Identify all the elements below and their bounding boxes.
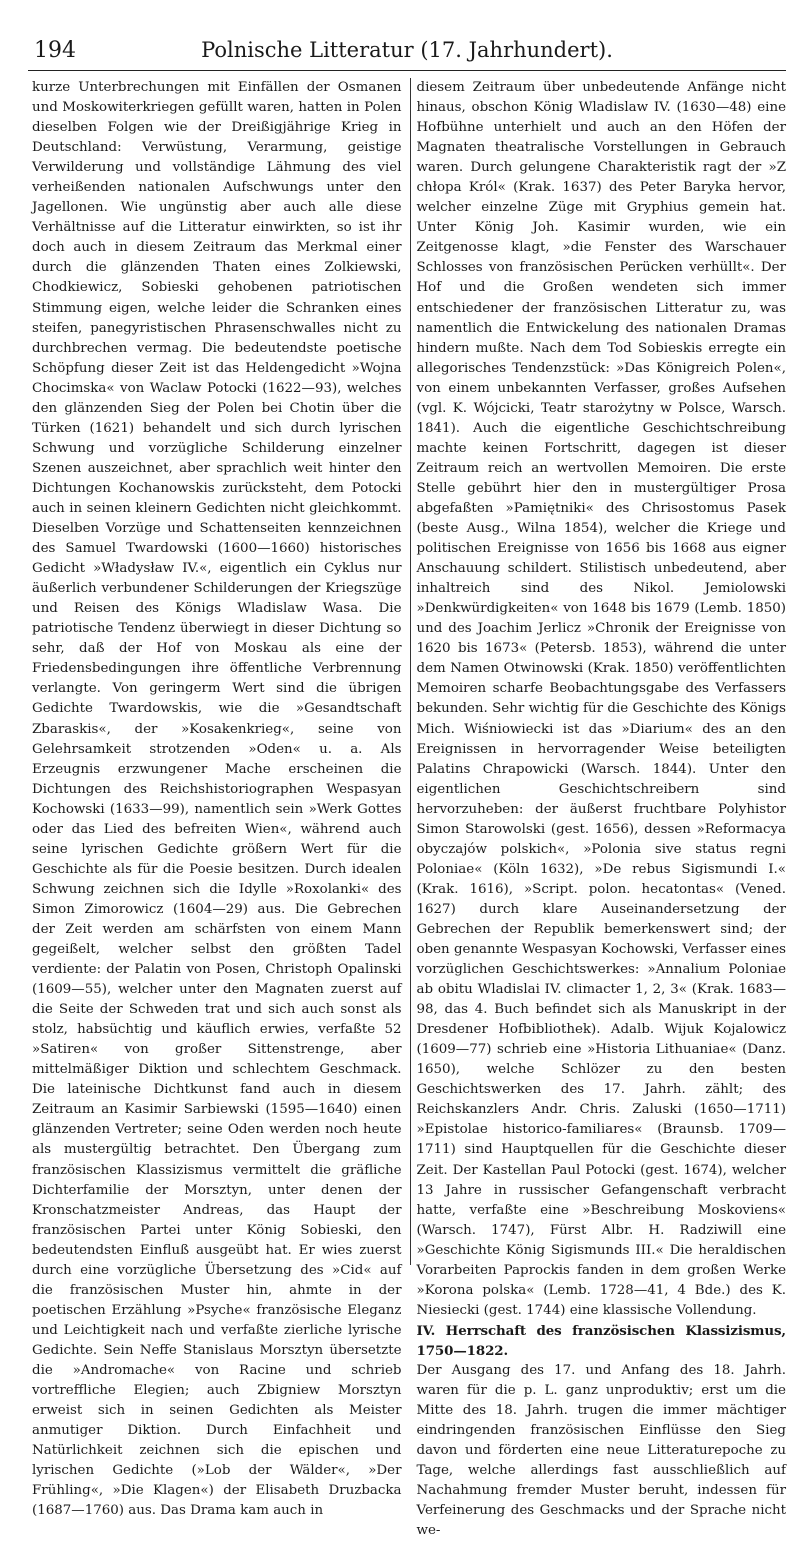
- running-title: Polnische Litteratur (17. Jahrhundert).: [201, 38, 613, 62]
- page-number: 194: [34, 38, 76, 63]
- section-heading: IV. Herrschaft des französischen Klassizismus, 1750—1822.: [416, 1322, 786, 1359]
- page-header: [28, 30, 786, 71]
- section-paragraph: Der Ausgang des 17. und Anfang des 18. Jahrh. waren für die p. L. ganz unproduktiv; erst um die Mitte des 18. Jahrh. trugen die immer mächtiger eindringenden französischen Einflüsse den Sieg davon und förderten eine neue Litteraturepoche zu Tage, welche allerdings fast ausschließlich auf Nachahmung fremder Muster beruht, indessen für Verfeinerung des Geschmacks und der Sprache nicht we-: [416, 1363, 786, 1539]
- column-divider: [410, 78, 411, 1265]
- right-column: [416, 78, 787, 1539]
- text-columns: [32, 78, 786, 1539]
- left-column-paragraph: kurze Unterbrechungen mit Einfällen der Osmanen und Moskowiterkriegen gefüllt waren, hatten in Polen dieselben Folgen wie der Dreißigjährige Krieg in Deutschland: Verwüstung, Verarmung, geistige Verwilderung und vollständige Lähmung des viel verheißenden nationalen Aufschwungs unter den Jagellonen. Wie ungünstig aber auch alle diese Verhältnisse auf die Litteratur einwirkten, so ist ihr doch auch in diesem Zeitraum das Merkmal einer durch die glänzenden Thaten eines Zolkiewski, Chodkiewicz, Sobieski gehobenen patriotischen Stimmung eigen, welche leider die Schranken eines steifen, panegyristischen Phrasenschwalles nicht zu durchbrechen vermag. Die bedeutendste poetische Schöpfung dieser Zeit ist das Heldengedicht »Wojna Chocimska« von Waclaw Potocki (1622—93), welches den glänzenden Sieg der Polen bei Chotin über die Türken (1621) behandelt und sich durch lyrischen Schwung und vorzügliche Schilderung einzelner Szenen auszeichnet, aber sprachlich weit hinter den Dichtungen Kochanowskis zurücksteht, dem Potocki auch in seinen kleinern Gedichten nicht gleichkommt. Dieselben Vorzüge und Schattenseiten kennzeichnen des Samuel Twardowski (1600—1660) historisches Gedicht »Władysław IV.«, eigentlich ein Cyklus nur äußerlich verbundener Schilderungen der Kriegszüge und Reisen des Königs Wladislaw Wasa. Die patriotische Tendenz überwiegt in dieser Dichtung so sehr, daß der Hof von Moskau als eine der Friedensbedingungen ihre öffentliche Verbrennung verlangte. Von geringerm Wert sind die übrigen Gedichte Twardowskis, wie die »Gesandtschaft Zbaraskis«, der »Kosakenkrieg«, seine von Gelehrsamkeit strotzenden »Oden« u. a. Als Erzeugnis erzwungener Mache erscheinen die Dichtungen des Reichshistoriographen Wespasyan Kochowski (1633—99), namentlich sein »Werk Gottes oder das Lied des befreiten Wien«, während auch seine lyrischen Gedichte größern Wert für die Geschichte als für die Poesie besitzen. Durch idealen Schwung zeichnen sich die Idylle »Roxolanki« des Simon Zimorowicz (1604—29) aus. Die Gebrechen der Zeit werden am schärfsten von einem Mann gegeißelt, welcher selbst den größten Tadel verdiente: der Palatin von Posen, Christoph Opalinski (1609—55), welcher unter den Magnaten zuerst auf die Seite der Schweden trat und sich auch sonst als stolz, habsüchtig und käuflich erwies, verfaßte 52 »Satiren« von großer Sittenstrenge, aber mittelmäßiger Diktion und schlechtem Geschmack. Die lateinische Dichtkunst fand auch in diesem Zeitraum an Kasimir Sarbiewski (1595—1640) einen glänzenden Vertreter; seine Oden werden noch heute als mustergültig betrachtet. Den Übergang zum französischen Klassizismus vermittelt die gräfliche Dichterfamilie der Morsztyn, unter denen der Kronschatzmeister Andreas, das Haupt der französischen Partei unter König Sobieski, den bedeutendsten Einfluß ausgeübt hat. Er wies zuerst durch eine vorzügliche Übersetzung des »Cid« auf die französischen Muster hin, ahmte in der poetischen Erzählung »Psyche« französische Eleganz und Leichtigkeit nach und verfaßte zierliche lyrische Gedichte. Sein Neffe Stanislaus Morsztyn übersetzte die »Andromache« von Racine und schrieb vortreffliche Elegien; auch Zbigniew Morsztyn erweist sich in seinen Gedichten als Meister anmutiger Diktion. Durch Einfachheit und Natürlichkeit zeichnen sich die epischen und lyrischen Gedichte (»Lob der Wälder«, »Der Frühling«, »Die Klagen«) der Elisabeth Druzbacka (1687—1760) aus. Das Drama kam auch in: [32, 80, 402, 1519]
- right-column-paragraph: diesem Zeitraum über unbedeutende Anfänge nicht hinaus, obschon König Wladislaw IV. (1630—48) eine Hofbühne unterhielt und auch an den Höfen der Magnaten theatralische Vorstellungen in Gebrauch waren. Durch gelungene Charakteristik ragt der »Z chłopa Król« (Krak. 1637) des Peter Baryka hervor, welcher einzelne Züge mit Gryphius gemein hat. Unter König Joh. Kasimir wurden, wie ein Zeitgenosse klagt, »die Fenster des Warschauer Schlosses von französischen Perücken verhüllt«. Der Hof und die Großen wendeten sich immer entschiedener der französischen Litteratur zu, was namentlich die Entwickelung des nationalen Dramas hindern mußte. Nach dem Tod Sobieskis erregte ein allegorisches Tendenzstück: »Das Königreich Polen«, von einem unbekannten Verfasser, großes Aufsehen (vgl. K. Wójcicki, Teatr starożytny w Polsce, Warsch. 1841). Auch die eigentliche Geschichtschreibung machte keinen Fortschritt, dagegen ist dieser Zeitraum reich an wertvollen Memoiren. Die erste Stelle gebührt hier den in mustergültiger Prosa abgefaßten »Pamiętniki« des Chrisostomus Pasek (beste Ausg., Wilna 1854), welcher die Kriege und politischen Ereignisse von 1656 bis 1668 aus eigner Anschauung schildert. Stilistisch unbedeutend, aber inhaltreich sind des Nikol. Jemiolowski »Denkwürdigkeiten« von 1648 bis 1679 (Lemb. 1850) und des Joachim Jerlicz »Chronik der Ereignisse von 1620 bis 1673« (Petersb. 1853), während die unter dem Namen Otwinowski (Krak. 1850) veröffentlichten Memoiren scharfe Beobachtungsgabe des Verfassers bekunden. Sehr wichtig für die Geschichte des Königs Mich. Wiśniowiecki ist das »Diarium« des an den Ereignissen in hervorragender Weise beteiligten Palatins Chrapowicki (Warsch. 1844). Unter den eigentlichen Geschichtschreibern sind hervorzuheben: der äußerst fruchtbare Polyhistor Simon Starowolski (gest. 1656), dessen »Reformacya obyczajów polskich«, »Polonia sive status regni Poloniae« (Köln 1632), »De rebus Sigismundi I.« (Krak. 1616), »Script. polon. hecatontas« (Vened. 1627) durch klare Auseinandersetzung der Gebrechen der Republik bemerkenswert sind; der oben genannte Wespasyan Kochowski, Verfasser eines vorzüglichen Geschichtswerkes: »Annalium Poloniae ab obitu Wladislai IV. climacter 1, 2, 3« (Krak. 1683—98, das 4. Buch befindet sich als Manuskript in der Dresdener Hofbibliothek). Adalb. Wijuk Kojalowicz (1609—77) schrieb eine »Historia Lithuaniae« (Danz. 1650), welche Schlözer zu den besten Geschichtswerken des 17. Jahrh. zählt; des Reichskanzlers Andr. Chris. Zaluski (1650—1711) »Epistolae historico-familiares« (Braunsb. 1709—1711) sind Hauptquellen für die Geschichte dieser Zeit. Der Kastellan Paul Potocki (gest. 1674), welcher 13 Jahre in russischer Gefangenschaft verbracht hatte, verfaßte eine »Beschreibung Moskoviens« (Warsch. 1747), Fürst Albr. H. Radziwill eine »Geschichte König Sigismunds III.« Die heraldischen Vorarbeiten Paprockis fanden in dem großen Werke »Korona polska« (Lemb. 1728—41, 4 Bde.) des K. Niesiecki (gest. 1744) eine klassische Vollendung.: [416, 80, 786, 1318]
- left-column: [32, 78, 404, 1519]
